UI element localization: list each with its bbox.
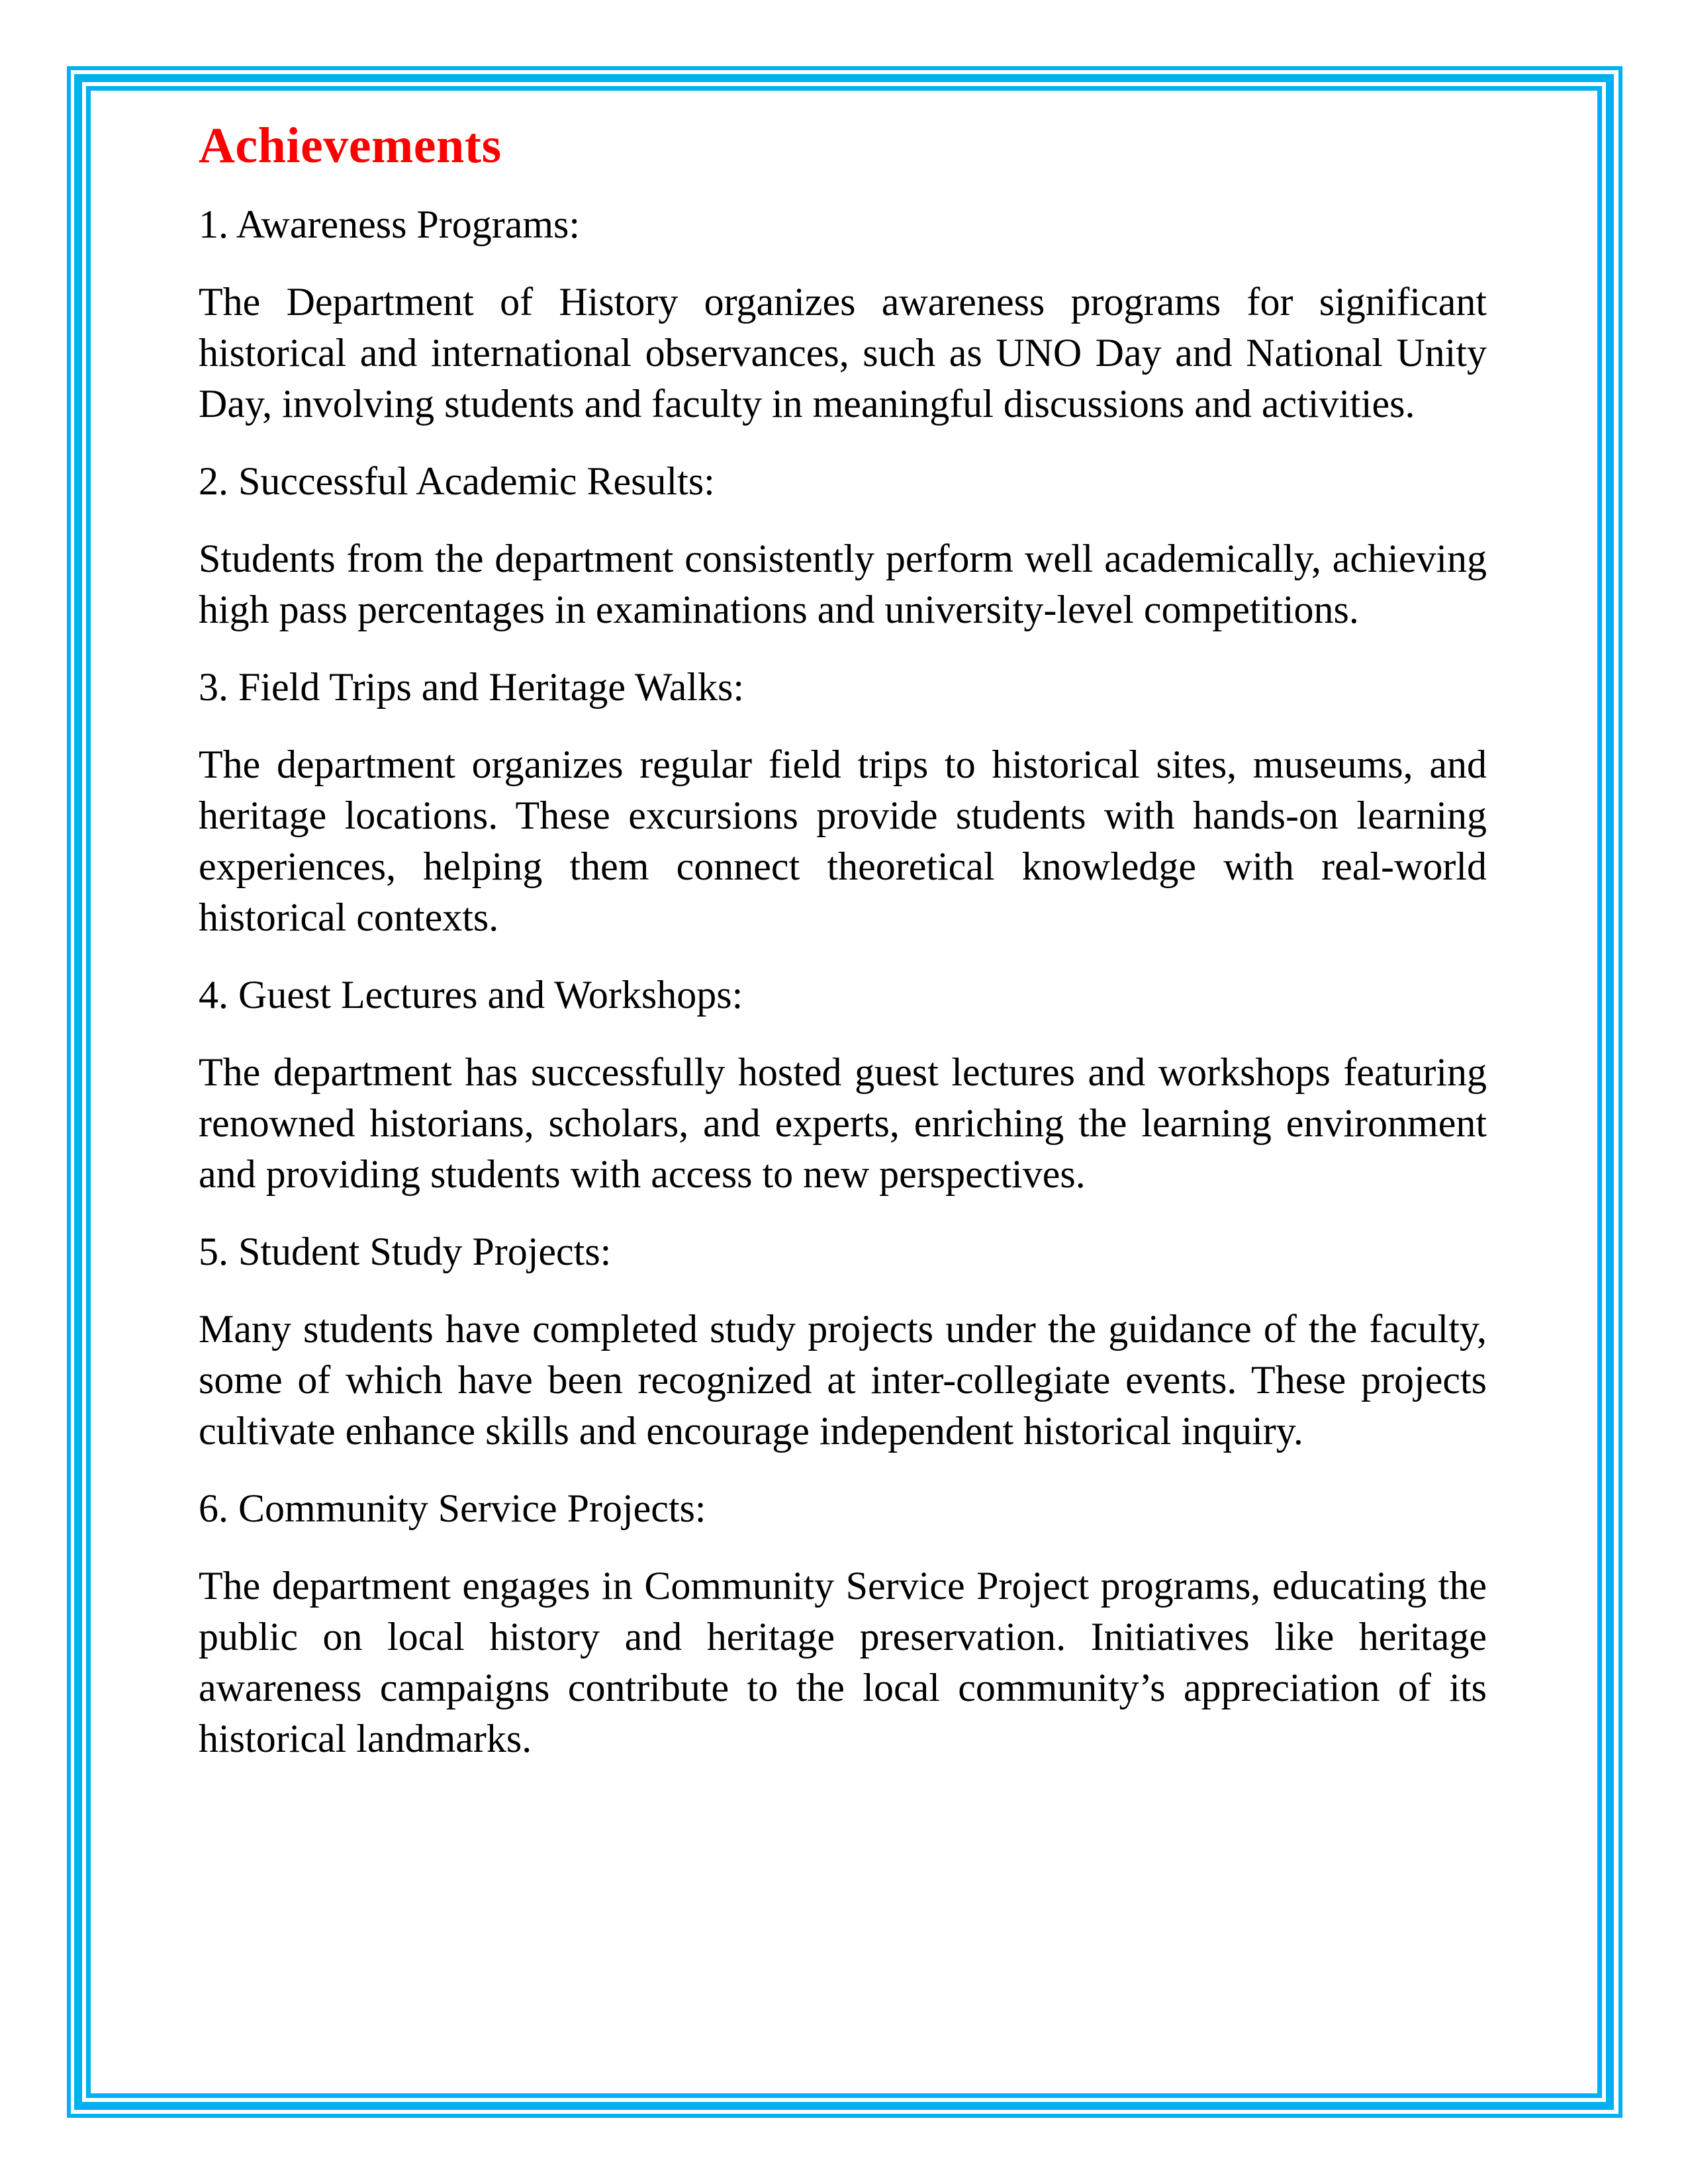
- section-community-service: [199, 1483, 1487, 1764]
- section-guest-lectures: [199, 970, 1487, 1226]
- section-heading: 2. Successful Academic Results:: [199, 459, 715, 503]
- section-body: The department engages in Community Service Project programs, educating the public on local history and heritage preservation. Initiatives like heritage awareness campaigns contribute to the local community’s appreciation of its historical landmarks.: [199, 1564, 1487, 1760]
- section-heading: 1. Awareness Programs:: [199, 203, 581, 246]
- section-academic-results: [199, 456, 1487, 662]
- section-awareness-programs: [199, 199, 1487, 456]
- section-body: The department has successfully hosted guest lectures and workshops featuring renowned historians, scholars, and experts, enriching the learning environment and providing students with access to new perspectives.: [199, 1050, 1487, 1196]
- section-body: Many students have completed study projects under the guidance of the faculty, some of which have been recognized at inter-collegiate events. These projects cultivate enhance skills and encourage independent historical inquiry.: [199, 1307, 1487, 1453]
- section-heading: 4. Guest Lectures and Workshops:: [199, 973, 743, 1017]
- document-body: [199, 116, 1487, 1764]
- section-body: The Department of History organizes awareness programs for significant historical and international observances, such as UNO Day and National Unity Day, involving students and faculty in meaningful discussions and activities.: [199, 280, 1487, 426]
- page-title: Achievements: [199, 118, 502, 173]
- section-heading: 5. Student Study Projects:: [199, 1230, 612, 1273]
- section-study-projects: [199, 1226, 1487, 1483]
- section-body: Students from the department consistently perform well academically, achieving high pass percentages in examinations and university-level competitions.: [199, 537, 1487, 631]
- section-body: The department organizes regular field trips to historical sites, museums, and heritage locations. These excursions provide students with hands-on learning experiences, helping them connect theoretical knowledge with real-world historical contexts.: [199, 743, 1487, 939]
- section-field-trips: [199, 662, 1487, 970]
- section-heading: 6. Community Service Projects:: [199, 1486, 706, 1530]
- section-heading: 3. Field Trips and Heritage Walks:: [199, 665, 745, 709]
